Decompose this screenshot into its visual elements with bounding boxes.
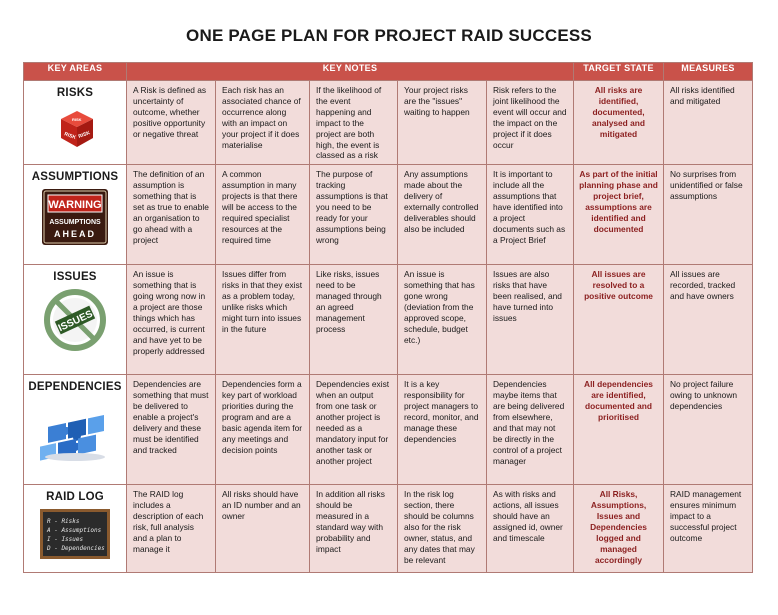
raid-plan-table — [23, 62, 753, 573]
header-row — [24, 63, 753, 81]
measure-cell: RAID management ensures minimum impact to a successful project outcome — [664, 485, 753, 573]
table-row — [24, 485, 753, 573]
note-cell: Issues differ from risks in that they exist as a problem today, unlike risks which might turn into issues in the future — [216, 265, 310, 375]
target-state-cell: As part of the initial planning phase and project brief, assumptions are identified and documented — [574, 165, 664, 265]
target-state-cell: All risks are identified, documented, analysed and mitigated — [574, 81, 664, 165]
chalkboard-text: R - Risks — [47, 518, 80, 526]
header-key-notes: KEY NOTES — [127, 63, 574, 81]
area-name: RISKS — [56, 87, 94, 99]
note-cell: Dependencies maybe items that are being delivered from elsewhere, and that may not be directly in the control of a project manager — [487, 375, 574, 485]
note-cell: The purpose of tracking assumptions is that you need to be ready for your assumptions being wrong — [310, 165, 398, 265]
svg-text:RISK: RISK — [63, 131, 77, 141]
area-cell — [24, 165, 127, 265]
svg-text:RISK: RISK — [72, 117, 82, 122]
note-cell: It is a key responsibility for project managers to record, monitor, and manage these dependencies — [398, 375, 487, 485]
note-cell: A common assumption in many projects is that there will be access to the required specialist resources at the required time — [216, 165, 310, 265]
note-cell: The RAID log includes a description of each risk, full analysis and a plan to manage it — [127, 485, 216, 573]
issues-badge-icon — [44, 289, 106, 351]
note-cell: All risks should have an ID number and an owner — [216, 485, 310, 573]
header-measures: MEASURES — [664, 63, 753, 81]
risk-dice-icon — [51, 105, 99, 151]
target-state-cell: All dependencies are identified, documented and prioritised — [574, 375, 664, 485]
area-name: ASSUMPTIONS — [31, 171, 119, 184]
chalkboard-text: I - Issues — [47, 536, 84, 544]
measure-cell: All issues are recorded, tracked and have owners — [664, 265, 753, 375]
note-cell: Issues are also risks that have been realised, and have turned into issues — [487, 265, 574, 375]
table-row — [24, 81, 753, 165]
table-row — [24, 265, 753, 375]
note-cell: An issue is something that is going wrong now in a project are those things which has occurred, is current and have yet to be properly addressed — [127, 265, 216, 375]
area-cell — [24, 375, 127, 485]
note-cell: It is important to include all the assumptions that have identified into a project documents such as a Project Brief — [487, 165, 574, 265]
note-cell: An issue is something that has gone wrong (deviation from the approved scope, schedule, budget etc.) — [398, 265, 487, 375]
area-cell — [24, 485, 127, 573]
page-title: ONE PAGE PLAN FOR PROJECT RAID SUCCESS — [186, 26, 592, 45]
note-cell: The definition of an assumption is something that is set as true to enable an organisation to go ahead with a project — [127, 165, 216, 265]
area-name: DEPENDENCIES — [28, 381, 122, 394]
svg-text:RISK: RISK — [77, 130, 91, 140]
note-cell: If the likelihood of the event happening and impact to the project are both high, the event is classed as a risk — [310, 81, 398, 165]
warning-sign-text: ASSUMPTIONS — [49, 219, 101, 227]
table-row — [24, 375, 753, 485]
header-key-areas: KEY AREAS — [24, 63, 127, 81]
note-cell: In the risk log section, there should be columns also for the risk owner, status, and any dates that may be relevant — [398, 485, 487, 573]
target-state-cell: All issues are resolved to a positive outcome — [574, 265, 664, 375]
note-cell: Each risk has an associated chance of occurrence along with an impact on your project if it does materialise — [216, 81, 310, 165]
note-cell: Risk refers to the joint likelihood the event will occur and the impact on the project if it does occur — [487, 81, 574, 165]
puzzle-pieces-icon — [38, 399, 112, 463]
warning-sign-text: AHEAD — [53, 229, 97, 240]
note-cell: Dependencies form a key part of workload priorities during the program and are a basic agenda item for any meetings and decision points — [216, 375, 310, 485]
header-target-state: TARGET STATE — [574, 63, 664, 81]
chalkboard-text: A - Assumptions — [47, 527, 102, 535]
area-name: ISSUES — [53, 271, 97, 284]
measure-cell: All risks identified and mitigated — [664, 81, 753, 165]
note-cell: Any assumptions made about the delivery of externally controlled deliverables should also be included — [398, 165, 487, 265]
note-cell: Your project risks are the "issues" waiting to happen — [398, 81, 487, 165]
area-cell — [24, 265, 127, 375]
note-cell: Like risks, issues need to be managed through an agreed management process — [310, 265, 398, 375]
table-row — [24, 165, 753, 265]
warning-sign-icon — [42, 189, 108, 245]
area-name: RAID LOG — [46, 491, 104, 504]
chalkboard-icon — [40, 509, 110, 559]
note-cell: Dependencies are something that must be delivered to enable a project's delivery and these must be identified and tracked — [127, 375, 216, 485]
measure-cell: No surprises from unidentified or false assumptions — [664, 165, 753, 265]
note-cell: As with risks and actions, all issues should have an assigned id, owner and timescale — [487, 485, 574, 573]
area-cell — [24, 81, 127, 165]
chalkboard-text: D - Dependencies — [47, 545, 105, 553]
target-state-cell: All Risks, Assumptions, Issues and Dependencies logged and managed accordingly — [574, 485, 664, 573]
measure-cell: No project failure owing to unknown dependencies — [664, 375, 753, 485]
warning-sign-text: WARNING — [48, 199, 102, 212]
note-cell: Dependencies exist when an output from one task or another project is needed as a mandatory input for another task or another project — [310, 375, 398, 485]
note-cell: A Risk is defined as uncertainty of outcome, whether positive opportunity or negative threat — [127, 81, 216, 165]
note-cell: In addition all risks should be measured in a standard way with probability and impact — [310, 485, 398, 573]
issues-badge-text: ISSUES — [56, 308, 95, 335]
